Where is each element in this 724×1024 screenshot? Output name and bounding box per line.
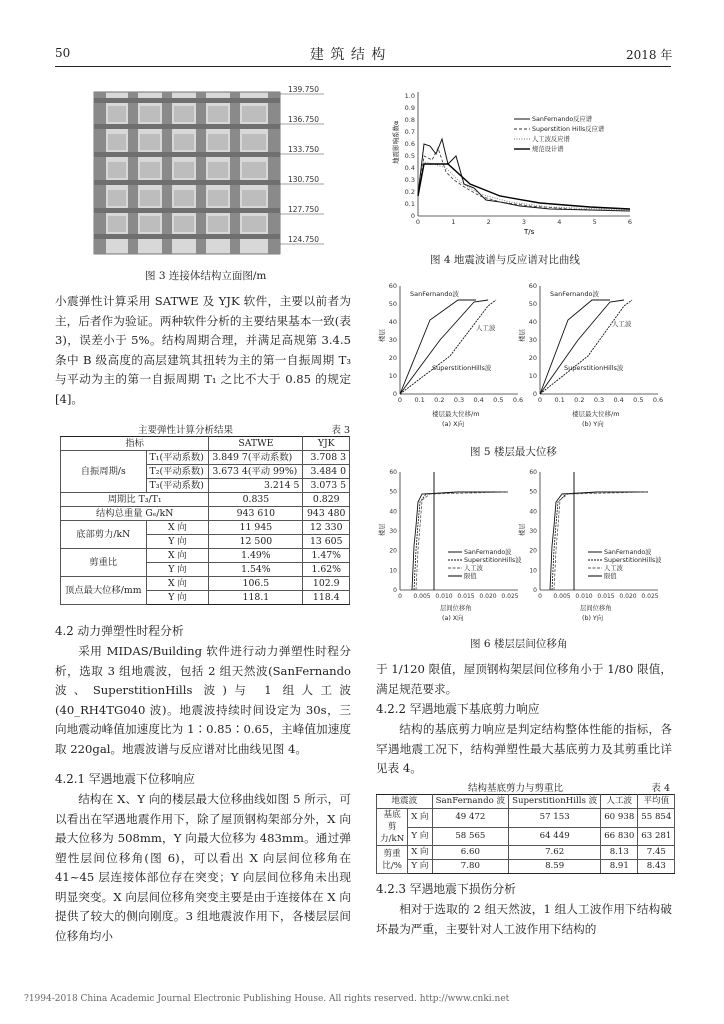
fig5a-ylabel: 楼层 [378, 329, 386, 342]
t3-cell: 1.47% [303, 549, 350, 563]
t3-group: 自振周期/s [61, 451, 147, 493]
fig6-ytick: 0 [393, 587, 397, 594]
fig6-ytick: 30 [389, 528, 397, 535]
fig4-chart [390, 84, 640, 244]
t3-cell: T₁(平动系数) [146, 451, 209, 465]
t4-cell: 8.13 [601, 846, 638, 860]
fig6-xtick: 0.020 [619, 593, 637, 600]
fig6-charts [378, 466, 668, 626]
t3-cell: 3.073 5 [303, 479, 350, 493]
fig4-xlabel: T/s [524, 228, 535, 236]
fig6-xtick: 0.015 [597, 593, 615, 600]
t3-cell: Y 向 [146, 591, 209, 605]
elev-label: 139.750 [288, 85, 320, 94]
table3 [60, 422, 350, 605]
elev-label: 127.750 [288, 205, 320, 214]
t3-cell: 1.49% [209, 549, 303, 563]
fig6b-ylabel: 楼层 [519, 523, 526, 536]
t4-cell: 57 153 [509, 809, 601, 828]
fig5-ytick: 20 [388, 354, 397, 362]
elev-label: 136.750 [288, 115, 320, 124]
fig4-xtick: 1 [451, 218, 456, 226]
fig5b-sub: (b) Y向 [582, 420, 604, 428]
table4 [376, 780, 670, 874]
t3-cell: Y 向 [146, 535, 209, 549]
fig4-xtick: 2 [486, 218, 491, 226]
t3-cell: 1.62% [303, 563, 350, 577]
fig6-xtick: 0.010 [435, 593, 453, 600]
t4-cell: X 向 [408, 846, 432, 860]
t3-cell: 118.1 [209, 591, 303, 605]
fig6-xtick: 0.025 [501, 593, 519, 600]
fig5-xtick: 0.4 [473, 396, 484, 404]
t3-group: 剪重比 [61, 549, 147, 577]
fig5-ytick: 0 [392, 390, 397, 398]
fig6-xtick: 0.005 [553, 593, 571, 600]
fig5a-label-art: 人工波 [476, 324, 496, 332]
right-para-2: 结构的基底剪力响应是判定结构整体性能的指标，各罕遇地震工况下，结构弹塑性最大基底剪力及其剪重比详见表 4。 [376, 722, 672, 775]
t4-cell: 49 472 [432, 809, 508, 828]
t3-cell: 3.484 0 [303, 465, 350, 479]
fig5a-sub: (a) X向 [442, 420, 465, 428]
t3-cell: 3.708 3 [303, 451, 350, 465]
fig4-ytick: 0.3 [404, 176, 415, 184]
fig5-xtick: 0.3 [593, 396, 605, 404]
artificial-curve-a [400, 300, 488, 394]
artificial-curve [418, 162, 630, 210]
t4-cell: 63 281 [638, 827, 675, 846]
right-para-3: 相对于选取的 2 组天然波，1 组人工波作用下结构破坏最为严重，主要针对人工波作用下结构的 [376, 902, 672, 936]
legend-label: Superstition Hills反应谱 [532, 126, 605, 133]
fig6b-sub: (b) Y向 [582, 615, 604, 622]
fig5-ytick: 10 [528, 372, 537, 380]
legend-label: SanFernando反应谱 [532, 116, 593, 123]
t4-cell: Y 向 [408, 860, 432, 874]
t4-cell: 8.43 [638, 860, 675, 874]
t3-cell: 11 945 [209, 521, 303, 535]
fig5-xtick: 0.6 [652, 396, 664, 404]
fig5b-label-sf: SanFernando波 [550, 290, 599, 298]
fig6b-legend: SuperstitionHills波 [604, 557, 662, 564]
t3-cell: 106.5 [209, 577, 303, 591]
t3-header: 指标 [61, 437, 209, 451]
fig4-ytick: 0.7 [404, 128, 415, 136]
page-number: 50 [55, 46, 71, 60]
t3-cell: T₂(平动系数) [146, 465, 209, 479]
superstition-curve [418, 148, 630, 211]
t4-header: SuperstitionHills 波 [509, 795, 601, 809]
curve-a-sf [412, 492, 508, 590]
fig5-xtick: 0.5 [493, 396, 504, 404]
superstition-curve-a [400, 300, 496, 394]
fig6a-legend: SuperstitionHills波 [464, 557, 522, 564]
fig6-xtick: 0.005 [413, 593, 431, 600]
left-para-3: 结构在 X、Y 向的楼层最大位移曲线如图 5 所示，可以看出在罕遇地震作用下，除了屋顶钢构架部分外，X 向最大位移为 508mm，Y 向最大位移为 483mm。通过弹塑性层间位移角(图 6)，可以看出 X 向层间位移角在 41~45 层连接体部位存在突变；Y 向层间位移角未出现明显突变。X 向层间位移角突变主要是由于连接体在 X 向提供了较大的侧向刚度。3 组地震波作用下，各楼层层间位移角均小 [55, 792, 351, 943]
t3-header: SATWE [209, 437, 303, 451]
right-para-1: 于 1/120 限值，屋顶钢构架层间位移角小于 1/80 限值，满足规范要求。 [376, 662, 672, 696]
t3-cell: X 向 [146, 521, 209, 535]
fig4-xtick: 6 [627, 218, 633, 226]
t3-cell: 1.54% [209, 563, 303, 577]
fig6-ytick: 50 [529, 488, 537, 496]
t4-cell: 66 830 [601, 827, 638, 846]
t4-group: 基底剪力/kN [377, 809, 408, 846]
curve-a-ss [414, 492, 508, 590]
fig5-charts [378, 280, 668, 430]
curve-a-art [416, 492, 508, 590]
t3-cell: 12 500 [209, 535, 303, 549]
t3-cell: X 向 [146, 549, 209, 563]
fig5-xtick: 0.1 [414, 396, 425, 404]
fig5-xtick: 0.3 [453, 396, 465, 404]
fig4-ytick: 0.1 [404, 200, 415, 208]
t3-cell: 周期比 T₃/T₁ [61, 493, 209, 507]
fig6-xtick: 0.020 [479, 593, 497, 600]
fig4-ytick: 0.9 [404, 104, 415, 112]
t4-header: 平均值 [638, 795, 675, 809]
code-spectrum-curve [418, 164, 630, 209]
artificial-curve-b [540, 300, 624, 394]
curve-b-ss [552, 492, 648, 590]
fig4-ytick: 0 [410, 212, 415, 220]
fig6-ytick: 50 [389, 488, 397, 496]
fig4-xtick: 4 [557, 218, 562, 226]
fig6b-legend: 人工波 [604, 565, 623, 572]
fig5-xtick: 0.2 [434, 396, 445, 404]
fig5b-label-art: 人工波 [612, 320, 632, 328]
elev-label: 130.750 [288, 175, 320, 184]
fig6-ytick: 40 [389, 508, 397, 516]
fig5a-xlabel: 楼层最大位移/m [432, 410, 480, 418]
t4-cell: 64 449 [509, 827, 601, 846]
fig5-xtick: 0.5 [633, 396, 644, 404]
fig5b-xlabel: 楼层最大位移/m [572, 410, 620, 418]
left-para-1: 小震弹性计算采用 SATWE 及 YJK 软件，主要以前者为主，后者作为验证。两种软件分析的主要结果基本一致(表 3)，误差小于 5%。结构周期合理，并满足高规第 3.4.5 条中 B 级高度的高层建筑其扭转为主的第一自振周期 T₃ 与平动为主的第一自振周期 T₁ 之比不大于 0.85 的规定[4]。 [55, 294, 351, 406]
fig4-ytick: 0.2 [404, 188, 415, 196]
t3-cell: X 向 [146, 577, 209, 591]
elev-label: 124.750 [288, 235, 320, 244]
t3-cell: 3.673 4(平动 99%) [209, 465, 303, 479]
t3-cell: 3.849 7(平动系数) [209, 451, 303, 465]
fig6-ytick: 60 [529, 469, 537, 476]
t3-header: YJK [303, 437, 350, 451]
superstition-curve-b [540, 300, 632, 394]
section-4-2-3: 4.2.3 罕遇地震下损伤分析 [376, 882, 516, 896]
fig4-xtick: 5 [592, 218, 597, 226]
fig6b-legend: SanFernando波 [604, 549, 652, 556]
fig4-ytick: 0.6 [404, 140, 415, 148]
t3-group: 顶点最大位移/mm [61, 577, 147, 605]
fig6-xtick: 0 [538, 593, 542, 600]
fig6-ytick: 0 [533, 587, 537, 594]
fig6-ytick: 60 [389, 469, 397, 476]
fig5b-ylabel: 楼层 [518, 329, 526, 342]
fig5-ytick: 40 [528, 318, 537, 326]
fig5-ytick: 20 [528, 354, 537, 362]
t4-cell: 55 854 [638, 809, 675, 828]
t3-cell: 0.829 [303, 493, 350, 507]
t3-cell: 13 605 [303, 535, 350, 549]
fig6-ytick: 20 [529, 547, 537, 555]
legend-label: 人工波反应谱 [532, 136, 570, 143]
t4-cell: 60 938 [601, 809, 638, 828]
fig6-xtick: 0.025 [641, 593, 659, 600]
curve-b-art [554, 492, 648, 590]
fig5-xtick: 0.4 [613, 396, 624, 404]
t4-cell: Y 向 [408, 827, 432, 846]
fig6b-xlabel: 层间位移角 [580, 605, 612, 612]
fig3-caption: 图 3 连接体结构立面图/m [145, 270, 267, 282]
t4-header: 地震波 [377, 795, 433, 809]
fig4-xtick: 3 [521, 218, 527, 226]
t3-cell: 943 610 [209, 507, 303, 521]
fig5-xtick: 0 [537, 396, 543, 404]
fig5-xtick: 0.2 [574, 396, 585, 404]
section-4-2-2: 4.2.2 罕遇地震下基底剪力响应 [376, 702, 540, 716]
t3-cell: Y 向 [146, 563, 209, 577]
t3-cell: 12 330 [303, 521, 350, 535]
fig5-xtick: 0.6 [512, 396, 524, 404]
journal-title: 建 筑 结 构 [310, 47, 387, 63]
t3-cell: 943 480 [303, 507, 350, 521]
t4-cell: 6.60 [432, 846, 508, 860]
t4-cell: 58 565 [432, 827, 508, 846]
elev-label: 133.750 [288, 145, 320, 154]
fig5-ytick: 30 [528, 336, 537, 344]
fig4-caption: 图 4 地震波谱与反应谱对比曲线 [430, 254, 580, 266]
fig5-xtick: 0.1 [554, 396, 565, 404]
t3-group: 底部剪力/kN [61, 521, 147, 549]
table4-title: 结构基底剪力与剪重比 [468, 783, 564, 794]
t4-cell: 7.62 [509, 846, 601, 860]
fig6-ytick: 10 [389, 567, 397, 575]
t4-cell: 7.45 [638, 846, 675, 860]
fig5-ytick: 50 [388, 300, 397, 308]
fig6a-legend: SanFernando波 [464, 549, 512, 556]
fig6-ytick: 30 [529, 528, 537, 535]
sanfernando-curve-a [400, 300, 476, 394]
t3-cell: 结构总重量 Gₑ/kN [61, 507, 209, 521]
fig5b-label-ss: SuperstitionHills波 [564, 364, 624, 372]
fig6a-legend: 限值 [464, 573, 477, 580]
fig6-xtick: 0.015 [457, 593, 475, 600]
fig5-ytick: 0 [532, 390, 537, 398]
copyright-footer: ?1994-2018 China Academic Journal Electronic Publishing House. All rights reserved. http://www.cnki.net [24, 994, 510, 1004]
fig4-ytick: 1.0 [404, 92, 415, 100]
fig5-ytick: 10 [388, 372, 397, 380]
fig6b-legend: 限值 [604, 573, 617, 580]
fig4-ytick: 0.4 [404, 164, 415, 172]
legend-label: 规范设计谱 [532, 146, 564, 153]
t3-cell: 3.214 5 [209, 479, 303, 493]
fig5a-label-ss: SuperstitionHills波 [432, 364, 492, 372]
fig3-elevation-drawing [88, 84, 336, 260]
fig4-ytick: 0.5 [404, 152, 415, 160]
fig6-xtick: 0.010 [575, 593, 593, 600]
t3-cell: 118.4 [303, 591, 350, 605]
fig4-xtick: 0 [415, 218, 421, 226]
t4-cell: X 向 [408, 809, 432, 828]
t3-cell: T₃(平动系数) [146, 479, 209, 493]
t4-cell: 8.59 [509, 860, 601, 874]
fig5a-label-sf: SanFernando波 [410, 290, 459, 298]
section-4-2-1: 4.2.1 罕遇地震下位移响应 [55, 772, 195, 786]
curve-b-sf [550, 492, 648, 590]
fig6a-ylabel: 楼层 [379, 523, 386, 536]
fig5-xtick: 0 [397, 396, 403, 404]
year: 2018 年 [626, 48, 673, 62]
fig6-caption: 图 6 楼层层间位移角 [470, 638, 568, 650]
header-rule [55, 66, 671, 67]
fig6-xtick: 0 [398, 593, 402, 600]
t4-cell: 8.91 [601, 860, 638, 874]
fig5-ytick: 60 [528, 282, 537, 290]
fig5-ytick: 50 [528, 300, 537, 308]
fig6a-legend: 人工波 [464, 565, 483, 572]
fig6a-sub: (a) X向 [442, 615, 464, 622]
fig4-ylabel: 地震影响系数α [392, 120, 400, 164]
table3-label: 表 3 [331, 425, 350, 436]
t3-cell: 0.835 [209, 493, 303, 507]
t4-group: 剪重比/% [377, 846, 408, 874]
t4-cell: 7.80 [432, 860, 508, 874]
left-para-2: 采用 MIDAS/Building 软件进行动力弹塑性时程分析，选取 3 组地震波，包括 2 组天然波(SanFernando 波、SuperstitionHills 波)与 1 组人工波(40_RH4TG040 波)。地震波持续时间设定为 30s，三向地震动峰值加速度比为 1∶0.85∶0.65，主峰值加速度取 220gal。地震波谱与反应谱对比曲线见图 4。 [55, 644, 351, 756]
t3-cell: 102.9 [303, 577, 350, 591]
fig5-caption: 图 5 楼层最大位移 [470, 446, 557, 458]
table4-label: 表 4 [651, 783, 670, 794]
fig5-ytick: 60 [388, 282, 397, 290]
section-4-2: 4.2 动力弹塑性时程分析 [55, 624, 184, 638]
fig6-ytick: 40 [529, 508, 537, 516]
table3-title: 主要弹性计算分析结果 [138, 425, 234, 436]
fig6-ytick: 10 [529, 567, 537, 575]
fig6-ytick: 20 [389, 547, 397, 555]
t4-header: 人工波 [601, 795, 638, 809]
fig5-ytick: 40 [388, 318, 397, 326]
fig4-ytick: 0.8 [404, 116, 415, 124]
fig5-ytick: 30 [388, 336, 397, 344]
t4-header: SanFernando 波 [432, 795, 508, 809]
fig6a-xlabel: 层间位移角 [440, 605, 472, 612]
